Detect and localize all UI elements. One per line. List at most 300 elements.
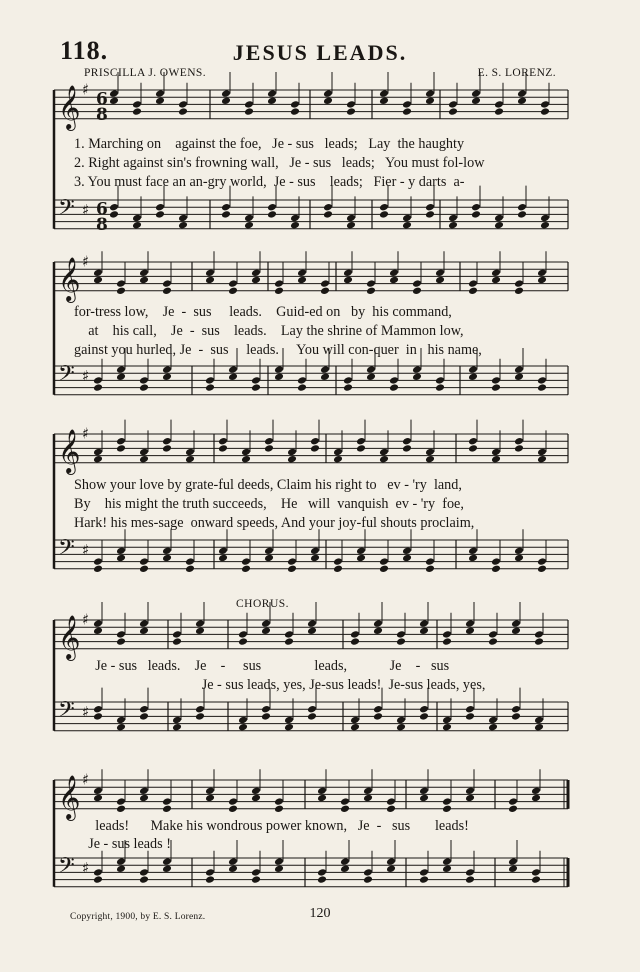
note-head [425,565,435,574]
note-head [379,203,389,212]
note-head [333,565,343,574]
note-head [491,269,501,278]
note-head [373,619,383,628]
sharp-icon: ♯ [82,367,90,386]
note-head [284,716,294,725]
note-head [287,448,297,457]
note-head [402,100,412,109]
note-head [514,444,524,453]
note-head [310,444,320,453]
note-head [290,107,300,116]
note-head [442,630,452,639]
lyric-line: Je - sus leads, yes, Je-sus leads! Je-sus leads, yes, [74,677,486,693]
note-head [514,437,524,446]
note-head [284,723,294,732]
note-head [514,279,524,288]
note-head [310,554,320,563]
note-head [178,107,188,116]
note-head [172,637,182,646]
note-head [386,857,396,866]
note-head [228,373,238,382]
note-head [396,637,406,646]
note-head [274,797,284,806]
note-head [290,214,300,223]
note-head [435,276,445,285]
note-head [356,437,366,446]
note-head [244,214,254,223]
note-head [155,203,165,212]
note-head [540,214,550,223]
note-head [419,705,429,714]
note-head [139,376,149,385]
note-head [419,712,429,721]
note-head [221,210,231,219]
note-head [465,794,475,803]
note-head [514,547,524,556]
note-head [333,455,343,464]
note-head [116,444,126,453]
note-head [373,705,383,714]
note-head [465,875,475,884]
note-head [468,554,478,563]
note-head [218,554,228,563]
note-head [162,547,172,556]
note-head [139,455,149,464]
note-head [465,619,475,628]
note-head [340,805,350,814]
note-head [363,787,373,796]
note-head [261,627,271,636]
note-head [93,455,103,464]
note-head [185,557,195,566]
note-head [379,89,389,98]
note-head [116,547,126,556]
note-head [218,444,228,453]
note-head [93,269,103,278]
note-head [109,97,119,106]
note-head [297,376,307,385]
note-head [162,865,172,874]
note-head [465,787,475,796]
note-head [425,448,435,457]
note-head [343,376,353,385]
note-head [109,89,119,98]
note-head [274,373,284,382]
note-head [317,875,327,884]
note-head [494,107,504,116]
note-head [537,376,547,385]
note-head [116,630,126,639]
note-head [241,455,251,464]
note-head [366,279,376,288]
note-head [93,627,103,636]
note-head [241,557,251,566]
note-head [93,619,103,628]
note-head [307,627,317,636]
note-head [238,723,248,732]
note-head [139,787,149,796]
note-head [228,797,238,806]
lyric-line: By his might the truth succeeds, He will vanquish ev - 'ry foe, [74,496,464,512]
note-head [116,857,126,866]
treble-clef-icon: 𝄞 [58,615,81,660]
note-head [350,723,360,732]
note-head [396,723,406,732]
note-head [468,547,478,556]
note-head [251,269,261,278]
note-head [491,448,501,457]
note-head [402,547,412,556]
sharp-icon: ♯ [82,252,90,271]
note-head [468,287,478,296]
bass-clef-icon: 𝄢 [58,853,75,884]
note-head [139,705,149,714]
note-head [508,857,518,866]
note-head [511,705,521,714]
note-head [139,557,149,566]
note-head [343,269,353,278]
note-head [491,276,501,285]
note-head [386,805,396,814]
note-head [251,875,261,884]
note-head [162,365,172,374]
note-head [531,875,541,884]
note-head [93,565,103,574]
note-head [540,107,550,116]
note-head [93,383,103,392]
note-head [218,547,228,556]
note-head [310,547,320,556]
note-head [93,868,103,877]
note-head [448,100,458,109]
note-head [155,210,165,219]
note-head [290,221,300,230]
note-head [116,797,126,806]
note-head [494,100,504,109]
note-head [435,269,445,278]
note-head [274,857,284,866]
note-head [350,637,360,646]
lyricist-credit: PRISCILLA J. OWENS. [84,67,206,79]
note-head [139,712,149,721]
time-sig-icon: 8 [96,104,108,125]
note-head [162,797,172,806]
note-head [228,287,238,296]
lyric-line: Show your love by grate-ful deeds, Claim his right to ev - 'ry land, [74,477,462,493]
note-head [389,276,399,285]
note-head [218,437,228,446]
note-head [287,557,297,566]
note-head [172,716,182,725]
note-head [205,794,215,803]
note-head [323,89,333,98]
note-head [228,279,238,288]
note-head [320,287,330,296]
note-head [468,444,478,453]
note-head [534,630,544,639]
note-head [244,100,254,109]
note-head [195,712,205,721]
note-head [228,805,238,814]
treble-clef-icon: 𝄞 [58,257,81,302]
note-head [274,279,284,288]
note-head [264,547,274,556]
note-head [540,100,550,109]
sharp-icon: ♯ [82,610,90,629]
note-head [238,716,248,725]
note-head [238,637,248,646]
note-head [402,437,412,446]
note-head [402,214,412,223]
note-head [419,627,429,636]
note-head [511,712,521,721]
note-head [356,444,366,453]
note-head [494,221,504,230]
note-head [379,97,389,106]
note-head [491,455,501,464]
note-head [465,705,475,714]
note-head [435,383,445,392]
note-head [340,857,350,866]
note-head [537,448,547,457]
note-head [251,868,261,877]
note-head [172,723,182,732]
lyric-line: leads! Make his wondrous power known, Je - sus leads! [74,818,469,834]
note-head [537,383,547,392]
note-head [323,97,333,106]
note-head [228,857,238,866]
note-head [264,554,274,563]
note-head [537,276,547,285]
note-head [412,365,422,374]
note-head [425,210,435,219]
note-head [514,373,524,382]
note-head [132,214,142,223]
chorus-label: CHORUS. [236,598,290,610]
note-head [132,107,142,116]
note-head [402,221,412,230]
note-head [109,210,119,219]
note-head [366,287,376,296]
note-head [205,383,215,392]
lyric-line: at his call, Je - sus leads. Lay the shrine of Mammon low, [74,323,464,339]
note-head [402,554,412,563]
bass-clef-icon: 𝄢 [58,195,75,226]
note-head [267,97,277,106]
note-head [284,637,294,646]
note-head [307,712,317,721]
note-head [195,705,205,714]
treble-clef-icon: 𝄞 [58,429,81,474]
note-head [511,619,521,628]
note-head [238,630,248,639]
note-head [244,221,254,230]
sharp-icon: ♯ [82,201,90,220]
note-head [343,276,353,285]
note-head [162,554,172,563]
note-head [517,203,527,212]
note-head [508,865,518,874]
bass-clef-icon: 𝄢 [58,535,75,566]
note-head [366,373,376,382]
note-head [402,444,412,453]
lyric-line: for-tress low, Je - sus leads. Guid-ed on by his command, [74,304,452,320]
note-head [435,376,445,385]
note-head [244,107,254,116]
note-head [267,89,277,98]
note-head [379,557,389,566]
note-head [116,365,126,374]
note-head [448,107,458,116]
note-head [494,214,504,223]
note-head [471,89,481,98]
note-head [139,383,149,392]
note-head [488,723,498,732]
note-head [162,287,172,296]
lyric-line: 2. Right against sin's frowning wall, Je - sus leads; You must fol-low [74,155,485,171]
note-head [442,857,452,866]
note-head [205,875,215,884]
note-head [350,630,360,639]
note-head [511,627,521,636]
note-head [517,89,527,98]
note-head [116,716,126,725]
note-head [116,805,126,814]
note-head [340,797,350,806]
note-head [116,723,126,732]
note-head [317,868,327,877]
note-head [366,365,376,374]
note-head [531,787,541,796]
note-head [517,210,527,219]
note-head [251,383,261,392]
note-head [162,373,172,382]
note-head [317,787,327,796]
note-head [185,448,195,457]
note-head [468,437,478,446]
note-head [93,376,103,385]
note-head [261,712,271,721]
note-head [287,565,297,574]
note-head [228,865,238,874]
note-head [419,868,429,877]
note-head [93,712,103,721]
lyric-line: gainst you hurled, Je - sus leads. You will con-quer in his name, [74,342,482,358]
note-head [396,630,406,639]
note-head [531,794,541,803]
note-head [333,557,343,566]
note-head [514,554,524,563]
note-head [172,630,182,639]
note-head [320,279,330,288]
note-head [471,203,481,212]
note-head [205,276,215,285]
note-head [346,100,356,109]
note-head [109,203,119,212]
note-head [221,97,231,106]
note-head [508,797,518,806]
note-head [425,455,435,464]
note-head [412,373,422,382]
note-head [139,619,149,628]
note-head [261,705,271,714]
note-head [323,203,333,212]
note-head [241,565,251,574]
note-head [162,805,172,814]
note-head [442,805,452,814]
note-head [396,716,406,725]
note-head [241,448,251,457]
note-head [155,89,165,98]
note-head [540,221,550,230]
page-number: 120 [309,906,331,921]
note-head [333,448,343,457]
note-head [537,455,547,464]
note-head [412,279,422,288]
note-head [185,565,195,574]
note-head [310,437,320,446]
note-head [491,565,501,574]
note-head [320,373,330,382]
note-head [93,276,103,285]
note-head [425,203,435,212]
note-head [488,630,498,639]
note-head [267,210,277,219]
note-head [534,723,544,732]
bass-clef-icon: 𝄢 [58,697,75,728]
note-head [346,221,356,230]
note-head [465,712,475,721]
bass-clef-icon: 𝄢 [58,361,75,392]
note-head [419,787,429,796]
note-head [251,794,261,803]
note-head [185,455,195,464]
treble-clef-icon: 𝄞 [58,85,81,130]
note-head [251,276,261,285]
lyric-line: Je - sus leads ! [74,836,171,852]
note-head [389,269,399,278]
note-head [425,97,435,106]
note-head [139,868,149,877]
note-head [93,794,103,803]
note-head [514,365,524,374]
note-head [379,210,389,219]
composer-credit: E. S. LORENZ. [477,67,556,79]
note-head [93,787,103,796]
note-head [419,619,429,628]
note-head [139,794,149,803]
note-head [221,203,231,212]
note-head [363,794,373,803]
note-head [287,455,297,464]
note-head [537,557,547,566]
note-head [537,269,547,278]
lyric-line: Je - sus leads. Je - sus leads, Je - sus [74,658,450,674]
note-head [373,712,383,721]
note-head [517,97,527,106]
note-head [442,637,452,646]
note-head [402,107,412,116]
note-head [195,619,205,628]
note-head [471,97,481,106]
note-head [468,373,478,382]
note-head [267,203,277,212]
note-head [514,287,524,296]
note-head [205,868,215,877]
note-head [264,444,274,453]
sharp-icon: ♯ [82,770,90,789]
note-head [356,547,366,556]
